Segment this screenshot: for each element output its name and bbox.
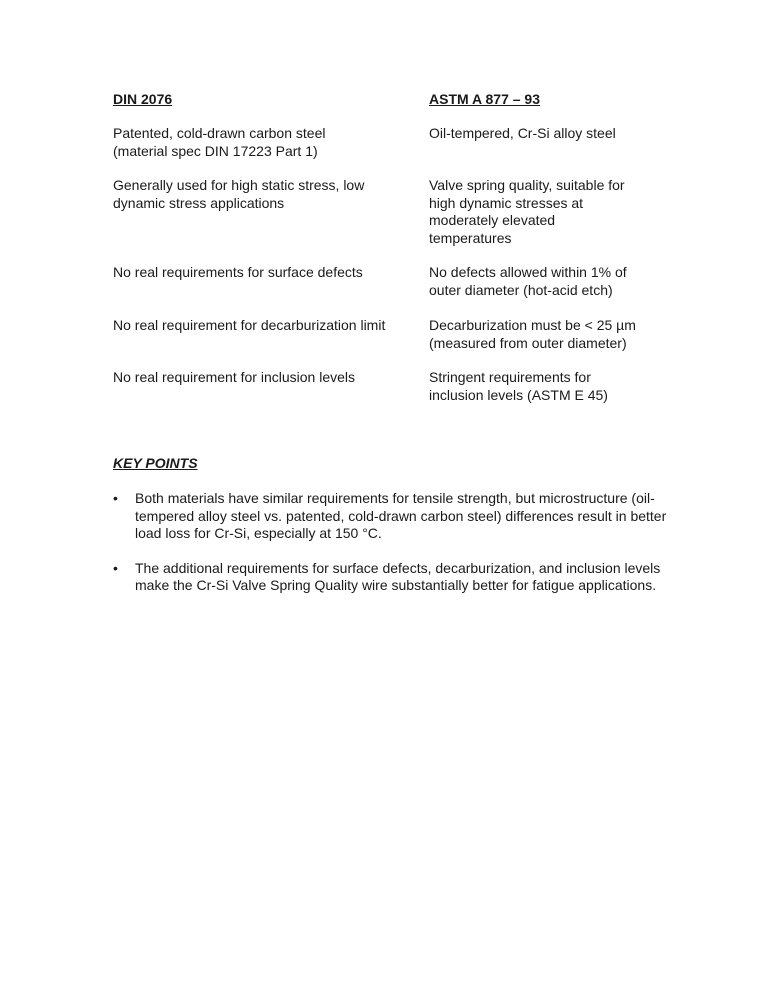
row-2-left: Generally used for high static stress, low dynamic stress applications <box>113 177 365 211</box>
key-point-text: Both materials have similar requirements for tensile strength, but microstructure (oil-tempered alloy steel vs. patented, cold-drawn carbon steel) differences result in better load loss for Cr-Si, especially at 150 °C. <box>135 490 667 541</box>
left-column-header: DIN 2076 <box>113 91 173 107</box>
key-point-item <box>113 490 673 543</box>
row-5-right: Stringent requirements for inclusion levels (ASTM E 45) <box>429 369 608 403</box>
row-3-right: No defects allowed within 1% of outer diameter (hot-acid etch) <box>429 264 627 298</box>
key-points-list <box>113 490 673 612</box>
row-4-right: Decarburization must be < 25 µm (measured from outer diameter) <box>429 317 636 351</box>
row-2-right: Valve spring quality, suitable for high dynamic stresses at moderately elevated temperatures <box>429 177 625 246</box>
bullet-icon: • <box>113 559 118 576</box>
row-1-left: Patented, cold-drawn carbon steel (material spec DIN 17223 Part 1) <box>113 125 326 159</box>
right-column-header: ASTM A 877 – 93 <box>429 91 541 107</box>
key-points-title: KEY POINTS <box>113 455 198 471</box>
row-3-left: No real requirements for surface defects <box>113 264 363 280</box>
row-4-left: No real requirement for decarburization limit <box>113 317 386 333</box>
key-point-text: The additional requirements for surface defects, decarburization, and inclusion levels make the Cr-Si Valve Spring Quality wire substantially better for fatigue applications. <box>135 559 661 593</box>
row-1-right: Oil-tempered, Cr-Si alloy steel <box>429 125 616 141</box>
key-point-item <box>113 560 673 595</box>
row-5-left: No real requirement for inclusion levels <box>113 369 355 385</box>
bullet-icon: • <box>113 490 118 506</box>
